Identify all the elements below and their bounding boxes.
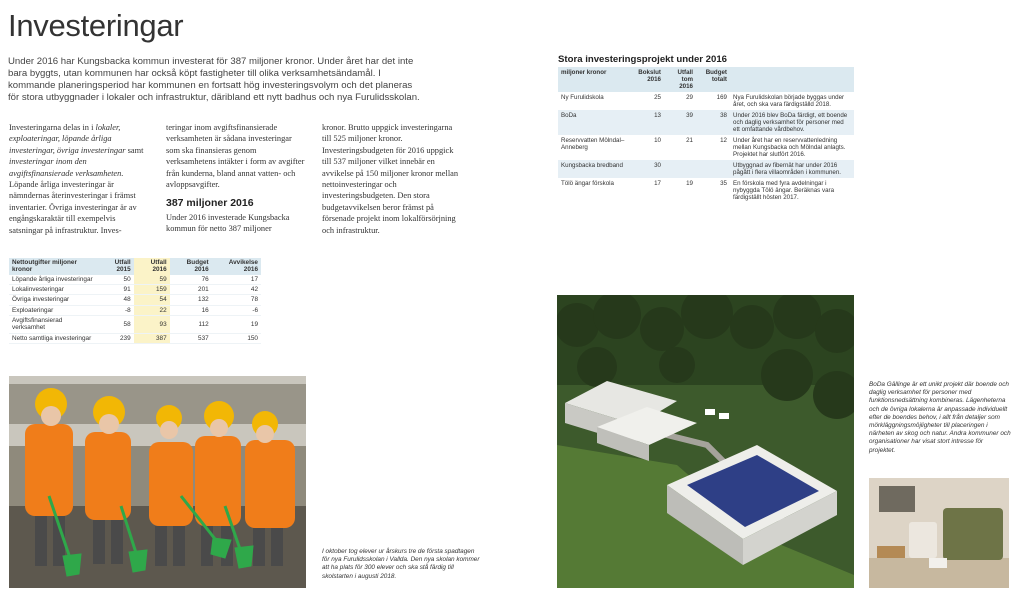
table-header-cell: Utfall 2016 bbox=[134, 258, 170, 275]
table-cell: 29 bbox=[664, 92, 696, 110]
table-cell: 25 bbox=[632, 92, 664, 110]
table-cell: En förskola med fyra avdelningar i nybyggda Tölö ängar. Beräknas vara färdigställt hösten 2017. bbox=[730, 178, 854, 203]
table-cell: 150 bbox=[212, 333, 261, 343]
table-cell: 21 bbox=[664, 135, 696, 160]
table-cell: 19 bbox=[664, 178, 696, 203]
table-row bbox=[9, 275, 261, 285]
table-cell: 387 bbox=[134, 333, 170, 343]
table-cell: 537 bbox=[170, 333, 212, 343]
col2-paragraph-2: Under 2016 investerade Kungsbacka kommun för netto 387 miljoner bbox=[166, 212, 290, 234]
table-cell: 30 bbox=[632, 160, 664, 178]
table-header-cell: Budget totalt bbox=[696, 67, 730, 92]
section-subheading: 387 miljoner 2016 bbox=[166, 197, 254, 210]
caption-groundbreaking: I oktober tog elever ur årskurs tre de första spadtagen för nya Furulidsskolan i Vallda. Den nya skolan kommer att ha plats för 300 elever och ska stå färdig till skolstarten i augusti 2018. bbox=[322, 548, 480, 580]
table-header-row bbox=[558, 67, 854, 92]
table-row bbox=[9, 316, 261, 334]
body-column-1 bbox=[9, 122, 149, 236]
table-row bbox=[9, 305, 261, 315]
table-header-row bbox=[9, 258, 261, 275]
col1-italic-2: investeringar inom den avgiftsfinansierade verksamheten. bbox=[9, 157, 124, 178]
table-header-cell: Budget 2016 bbox=[170, 258, 212, 275]
table-cell: 58 bbox=[98, 316, 134, 334]
table-cell bbox=[696, 160, 730, 178]
table-cell: 76 bbox=[170, 275, 212, 285]
boda-interior-illustration bbox=[869, 478, 1009, 588]
table-cell: 17 bbox=[212, 275, 261, 285]
table-cell: 17 bbox=[632, 178, 664, 203]
table-row bbox=[558, 110, 854, 135]
table-cell: Kungsbacka bredband bbox=[558, 160, 632, 178]
table-cell: Reservvatten Mölndal–Anneberg bbox=[558, 135, 632, 160]
table-header-cell: Utfall tom 2016 bbox=[664, 67, 696, 92]
table-row bbox=[558, 92, 854, 110]
table-cell: 91 bbox=[98, 285, 134, 295]
body-column-2 bbox=[166, 122, 306, 235]
table-cell: 38 bbox=[696, 110, 730, 135]
table-cell: 93 bbox=[134, 316, 170, 334]
table-header-cell: miljoner kronor bbox=[558, 67, 632, 92]
table-cell: -6 bbox=[212, 305, 261, 315]
table-cell: 39 bbox=[664, 110, 696, 135]
table-cell: 112 bbox=[170, 316, 212, 334]
caption-boda: BoDa Gällinge är ett unikt projekt där boende och daglig verksamhet för personer med funktionsnedsättning kombineras. Lägenheterna och de övriga lokalerna är anpassade individuellt efter de boendes behov, i allt från detaljer som mörkläggningsmöjligheter till placeringen i närheten av skog och natur. Andra kommuner och organisationer har visat stort intresse för projektet. bbox=[869, 381, 1011, 454]
boda-interior-photo bbox=[869, 478, 1009, 588]
projects-table-title: Stora investeringsprojekt under 2016 bbox=[558, 54, 728, 65]
col1-text-1: Investeringarna delas in i bbox=[9, 123, 96, 132]
table-cell: Ny Furulidskola bbox=[558, 92, 632, 110]
table-cell: 42 bbox=[212, 285, 261, 295]
table-row-total bbox=[9, 333, 261, 343]
boda-aerial-illustration bbox=[557, 295, 854, 588]
table-row bbox=[558, 160, 854, 178]
col1-italic-1: lokaler, exploateringar, löpande årliga investeringar, övriga investeringar bbox=[9, 123, 126, 155]
table-cell: 13 bbox=[632, 110, 664, 135]
col3-paragraph-1: kronor. Brutto uppgick investeringarna till 525 miljoner kronor. Investeringsbudgeten för 2016 uppgick till 537 miljoner vilket innebär en avvikelse på 150 miljoner kronor mellan nettoinvesteringar och investeringsbudgeten. Den stora budgetavvikelsen beror främst på försenade projekt inom lokalförsörjning och infrastruktur. bbox=[322, 123, 459, 235]
table-cell: 16 bbox=[170, 305, 212, 315]
table-header-cell bbox=[730, 67, 854, 92]
table-cell: 10 bbox=[632, 135, 664, 160]
table-cell: Lokalinvesteringar bbox=[9, 285, 98, 295]
table-cell: BoDa bbox=[558, 110, 632, 135]
table-cell: 78 bbox=[212, 295, 261, 305]
table-cell: Löpande årliga investeringar bbox=[9, 275, 98, 285]
table-cell: Netto samtliga investeringar bbox=[9, 333, 98, 343]
table-cell bbox=[664, 160, 696, 178]
table-cell: Under året har en reservvattenledning mellan Kungsbacka och Mölndal anlagts. Projektet har slutfört 2016. bbox=[730, 135, 854, 160]
table-cell: Under 2016 blev BoDa färdigt, ett boende och daglig verksamhet för personer med ett omfattande vårdbehov. bbox=[730, 110, 854, 135]
table-row bbox=[9, 285, 261, 295]
page-title: Investeringar bbox=[8, 8, 184, 43]
table-cell: 35 bbox=[696, 178, 730, 203]
table-cell: -8 bbox=[98, 305, 134, 315]
table-header-cell: Nettoutgifter miljoner kronor bbox=[9, 258, 98, 275]
table-cell: Nya Furulidskolan började byggas under året, och ska vara färdigställd 2018. bbox=[730, 92, 854, 110]
col1-text-3: Löpande årliga investeringar är nämndernas återinvesteringar i främst inventarier. Övriga investeringar är av engångskaraktär till exempelvis satsningar på infrastruktur. Inves- bbox=[9, 180, 137, 235]
table-cell: 54 bbox=[134, 295, 170, 305]
table-cell: Exploateringar bbox=[9, 305, 98, 315]
table-cell: Tölö ängar förskola bbox=[558, 178, 632, 203]
table-cell: 12 bbox=[696, 135, 730, 160]
table-cell: 239 bbox=[98, 333, 134, 343]
investment-summary-table bbox=[9, 258, 261, 344]
table-header-cell: Utfall 2015 bbox=[98, 258, 134, 275]
table-cell: 59 bbox=[134, 275, 170, 285]
table-cell: Utbyggnad av fibernät har under 2016 pågått i flera villaområden i kommunen. bbox=[730, 160, 854, 178]
boda-aerial-photo bbox=[557, 295, 854, 588]
table-cell: 159 bbox=[134, 285, 170, 295]
table-row bbox=[558, 135, 854, 160]
table-row bbox=[9, 295, 261, 305]
groundbreaking-photo-illustration bbox=[9, 376, 306, 588]
table-cell: Övriga investeringar bbox=[9, 295, 98, 305]
groundbreaking-photo bbox=[9, 376, 306, 588]
table-cell: 132 bbox=[170, 295, 212, 305]
projects-table bbox=[558, 67, 854, 203]
table-cell: 22 bbox=[134, 305, 170, 315]
table-row bbox=[558, 178, 854, 203]
col1-text-2: samt bbox=[125, 145, 144, 155]
intro-paragraph: Under 2016 har Kungsbacka kommun investerat för 387 miljoner kronor. Under året har det inte bara byggts, utan kommunen har också köpt fastigheter till olika verksamhetsändamål. I kommande planeringsperiod har kommunen en fortsatt hög investeringsvolym och det planeras för stora utbyggnader i lokaler och infrastruktur, däribland ett nytt badhus och nya Furulidsskolan. bbox=[8, 56, 420, 103]
body-column-3 bbox=[322, 122, 462, 236]
table-cell: 19 bbox=[212, 316, 261, 334]
table-cell: Avgiftsfinansierad verksamhet bbox=[9, 316, 98, 334]
table-cell: 50 bbox=[98, 275, 134, 285]
col2-paragraph-1: teringar inom avgiftsfinansierade verksamheten är sådana investeringar som ska finansieras genom verksamhetens intäkter i form av avgifter från kunderna, bland annat vatten- och avloppsavgifter. bbox=[166, 123, 305, 190]
table-header-cell: Bokslut 2016 bbox=[632, 67, 664, 92]
table-header-cell: Avvikelse 2016 bbox=[212, 258, 261, 275]
table-cell: 201 bbox=[170, 285, 212, 295]
table-cell: 169 bbox=[696, 92, 730, 110]
table-cell: 48 bbox=[98, 295, 134, 305]
